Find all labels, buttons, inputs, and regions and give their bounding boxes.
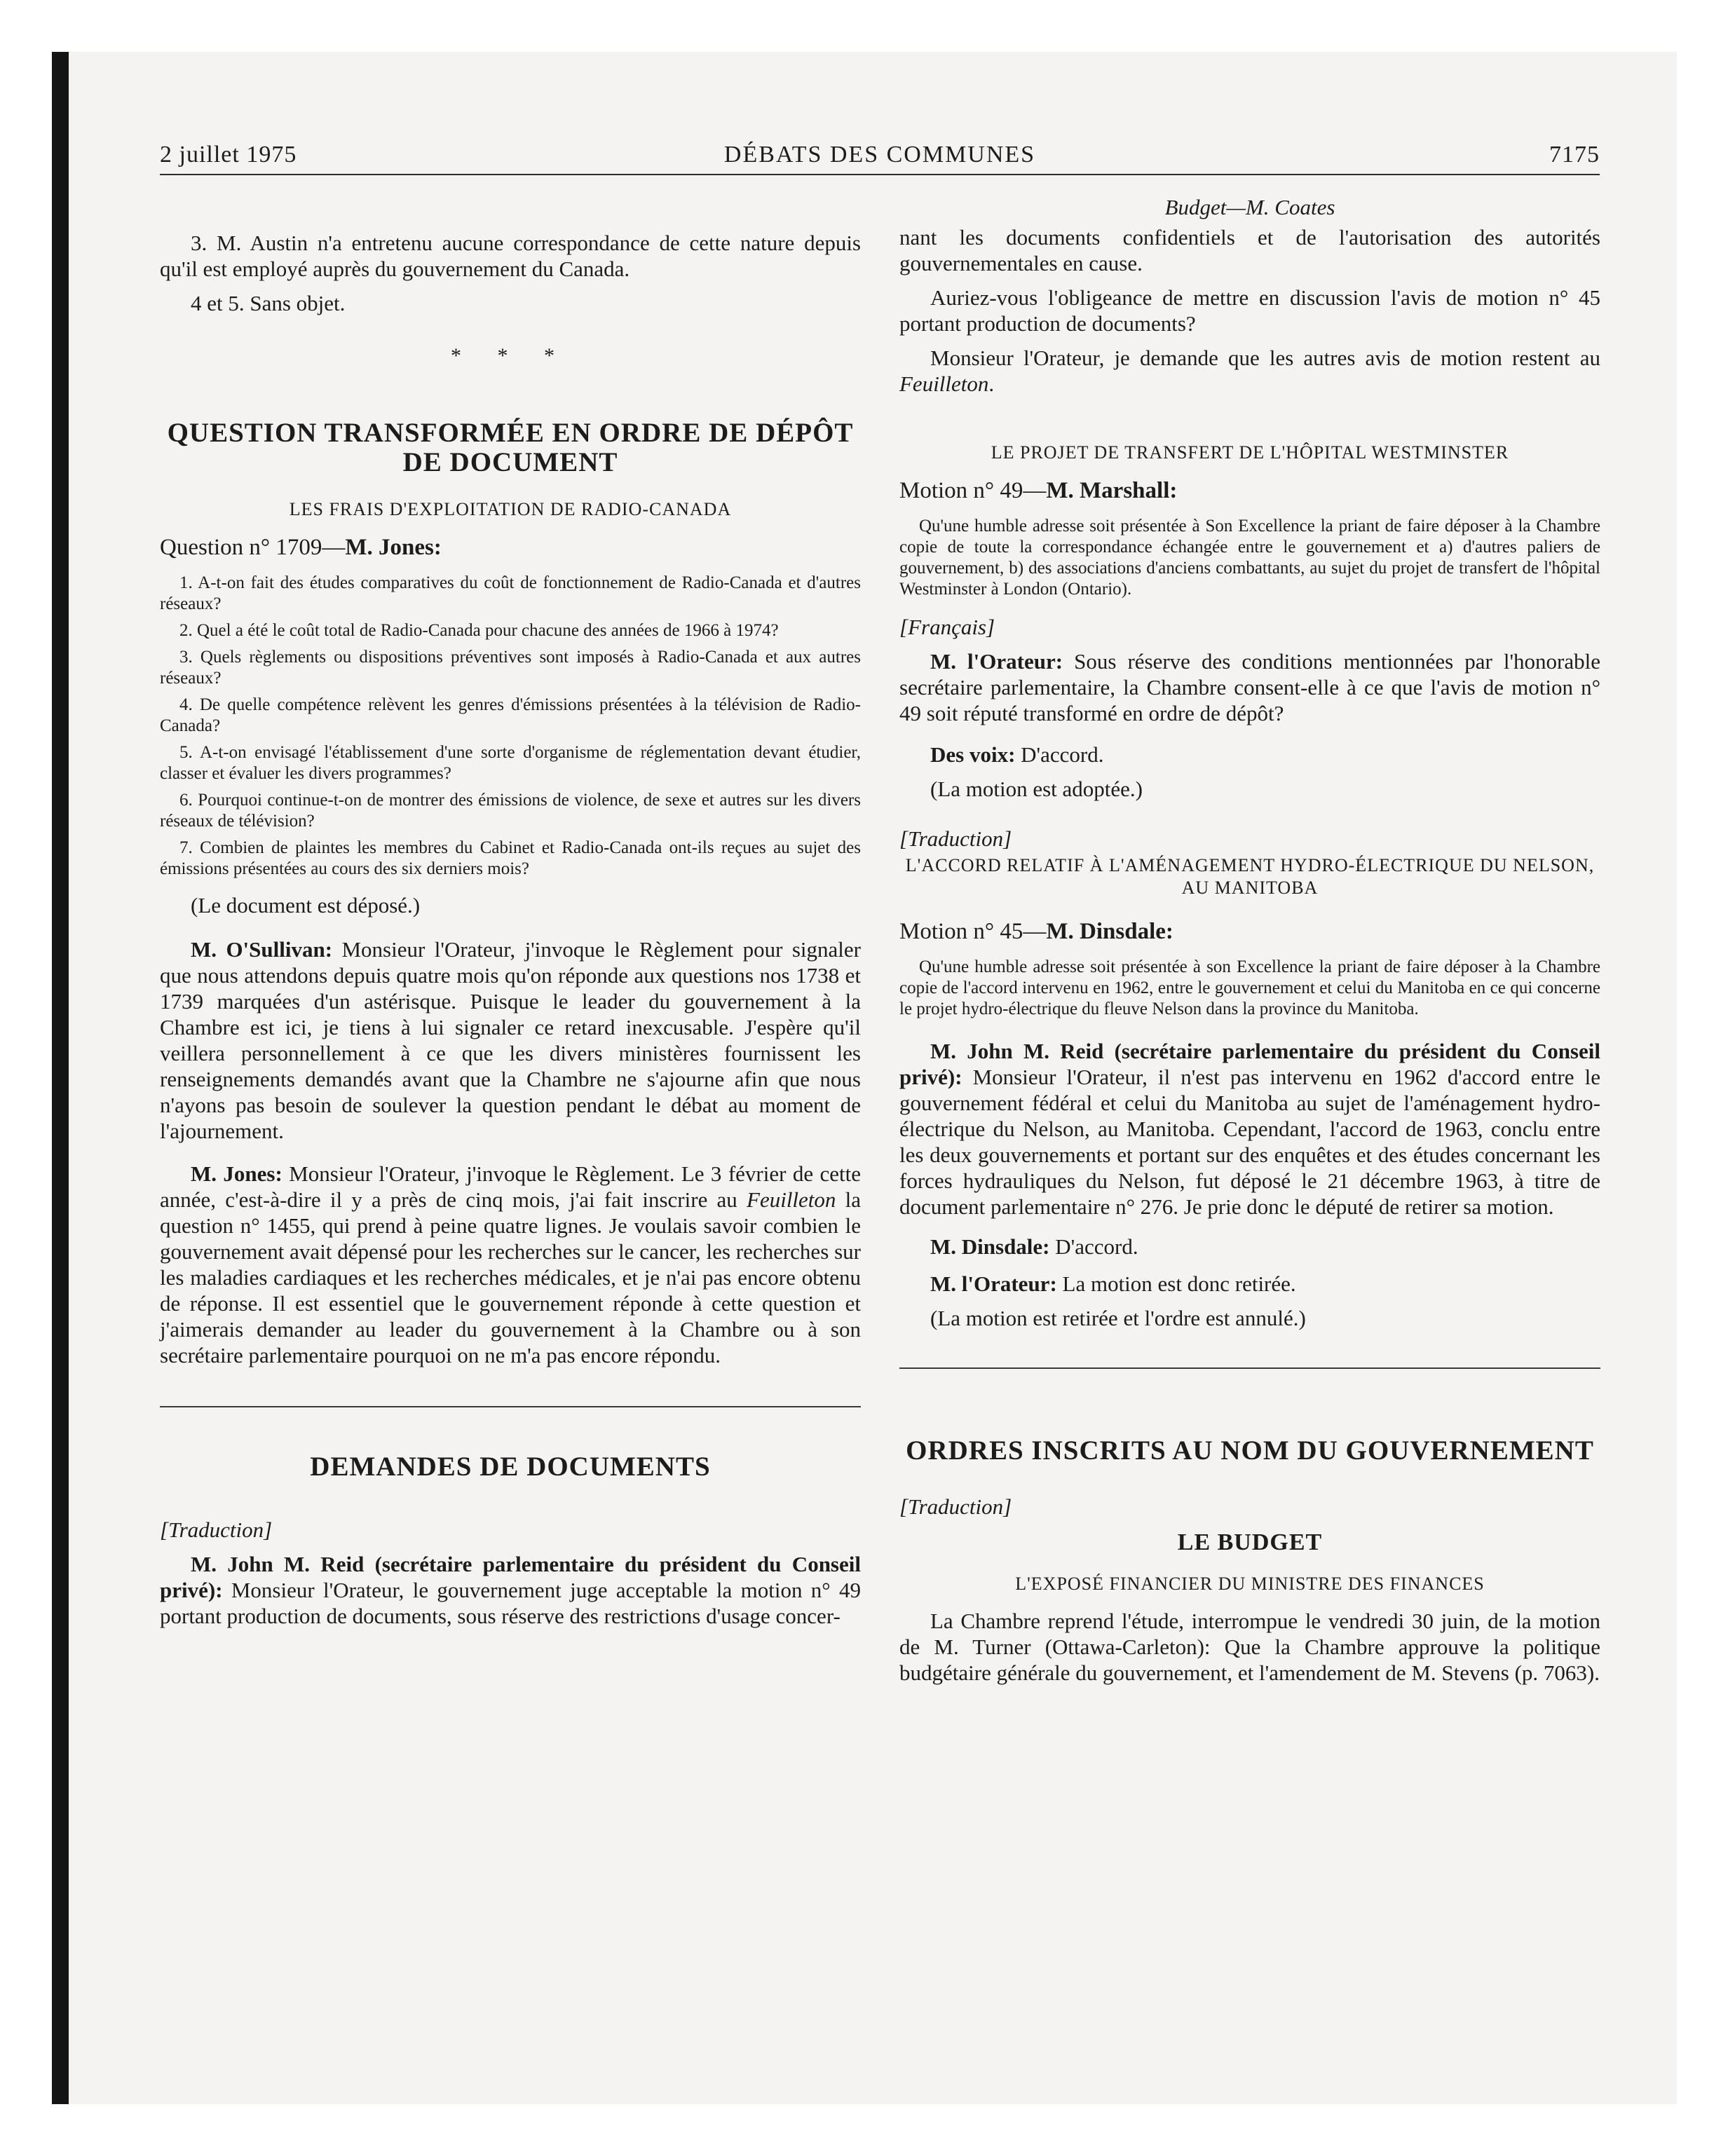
paragraph-orateur-2 [899, 1271, 1600, 1297]
paragraph-austin: 3. M. Austin n'a entretenu aucune correspondance de cette nature depuis qu'il est employé auprès du gouvernement du Canada. [160, 231, 861, 281]
francais-tag: [Français] [899, 615, 995, 639]
traduction-tag-3: [Traduction] [899, 1494, 1012, 1519]
heading-le-budget: LE BUDGET [1177, 1529, 1323, 1555]
question-item: 5. A-t-on envisagé l'établissement d'une sorte d'organisme de réglementation devant étudier, classer et évaluer les divers programmes? [160, 743, 861, 783]
motion-49-label: Motion n° 49— [899, 478, 1047, 503]
speaker-reid-2: M. John M. Reid (secrétaire parlementaire du président du Conseil privé): [899, 1039, 1600, 1089]
paragraph-monsieur-orateur [899, 345, 1600, 397]
traduction-tag: [Traduction] [160, 1517, 273, 1542]
monsieur-text-2: . [988, 371, 995, 396]
jones-text-2: la question n° 1455, qui prend à peine quatre lignes. Je voulais savoir combien le gouvernement avait dépensé pour les recherches sur le cancer, les recherches sur les maladies cardiaques et les recherches médicales, et je n'ai pas encore obtenu de réponse. Il est essentiel que le gouvernement réponde à cette question et j'aimerais demander au leader du gouvernement à la Chambre ou à son secrétaire parlementaire pourquoi on ne m'a pas encore répondu. [160, 1187, 862, 1367]
speaker-des-voix: Des voix: [930, 742, 1016, 767]
paragraph-dinsdale [899, 1234, 1600, 1260]
header-rule [160, 174, 1600, 175]
motion-45-line [899, 917, 1600, 946]
motion-45-label: Motion n° 45— [899, 919, 1047, 944]
paragraph-sans-objet: 4 et 5. Sans objet. [191, 291, 346, 315]
subheading-frais-radio-canada: LES FRAIS D'EXPLOITATION DE RADIO-CANADA [289, 499, 732, 519]
speaker-osullivan: M. O'Sullivan: [191, 937, 333, 962]
question-1709-line [160, 533, 861, 561]
paragraph-osullivan [160, 936, 861, 1144]
heading-ordres-gouvernement: ORDRES INSCRITS AU NOM DU GOUVERNEMENT [906, 1435, 1594, 1466]
paragraph-des-voix [899, 742, 1600, 767]
section-rule-right [899, 1367, 1600, 1369]
section-rule-left [160, 1406, 861, 1407]
speaker-dinsdale: M. Dinsdale: [930, 1234, 1050, 1259]
motion-49-text: Qu'une humble adresse soit présentée à Son Excellence la priant de faire déposer à la Chambre copie de toute la correspondance échangée entre le gouvernement et a) d'autres paliers de gouvernement, b) des associations d'anciens combattants, au sujet du projet de transfert de l'hôpital Westminster à London (Ontario). [899, 517, 1600, 599]
orateur-text-2: La motion est donc retirée. [1056, 1271, 1296, 1296]
jones-feuilleton: Feuilleton [747, 1187, 836, 1212]
motion-45-text: Qu'une humble adresse soit présentée à son Excellence la priant de faire déposer à la Chambre copie de l'accord intervenu en 1962, entre le gouvernement et celui du Manitoba en ce qui concerne le projet hydro-électrique du fleuve Nelson dans la province du Manitoba. [899, 957, 1600, 1018]
subheading-expose-financier: L'EXPOSÉ FINANCIER DU MINISTRE DES FINANCES [1015, 1574, 1485, 1594]
orateur-text-1: Sous réserve des conditions mentionnées par l'honorable secrétaire parlementaire, la Chambre consent-elle à ce que l'avis de motion n° 49 soit réputé transformé en ordre de dépôt? [899, 649, 1601, 725]
header-page-number: 7175 [1549, 142, 1600, 168]
motion-retiree: (La motion est retirée et l'ordre est annulé.) [930, 1306, 1306, 1330]
question-label: Question n° 1709— [160, 535, 346, 560]
monsieur-feuilleton: Feuilleton [899, 371, 989, 396]
motion-adoptee: (La motion est adoptée.) [930, 777, 1143, 801]
speaker-jones: M. Jones: [191, 1161, 283, 1186]
jones-text-1: Monsieur l'Orateur, j'invoque le Règlement. Le 3 février de cette année, c'est-à-dire il y a près de cinq mois, j'ai fait inscrire au [160, 1161, 861, 1212]
dinsdale-text: D'accord. [1049, 1234, 1138, 1259]
question-item: 2. Quel a été le coût total de Radio-Canada pour chacune des années de 1966 à 1974? [179, 621, 779, 640]
question-item: 6. Pourquoi continue-t-on de montrer des émissions de violence, de sexe et autres sur les divers réseaux de télévision? [160, 791, 861, 831]
speaker-orateur-2: M. l'Orateur: [930, 1271, 1057, 1296]
reid-text-1: Monsieur l'Orateur, le gouvernement juge acceptable la motion n° 49 portant production de documents, sous réserve des restrictions d'usage concer- [160, 1578, 861, 1628]
osullivan-text: Monsieur l'Orateur, j'invoque le Règlement pour signaler que nous attendons depuis quatre mois qu'on réponde aux questions nos 1738 et 1739 marquées d'un astérisque. Puisque le leader du gouvernement à la Chambre est ici, je tiens à lui signaler ce retard inexcusable. J'espère qu'il veillera personnellement à ce que les divers ministères fournissent les renseignements demandés avant que la Chambre ne s'ajourne afin que nous n'ayons pas besoin de soulever la question pendant le débat au moment de l'ajournement. [160, 937, 861, 1143]
question-item: 3. Quels règlements ou dispositions préventives sont imposés à Radio-Canada et aux autres réseaux? [160, 648, 861, 688]
motion-49-line [899, 477, 1600, 505]
voix-text: D'accord. [1015, 742, 1104, 767]
question-item: 7. Combien de plaintes les membres du Cabinet et Radio-Canada ont-ils reçues au sujet des émissions présentées au cours des six derniers mois? [160, 838, 861, 878]
paragraph-continuation: nant les documents confidentiels et de l'autorisation des autorités gouvernementales en cause. [899, 225, 1600, 275]
subheading-westminster: LE PROJET DE TRANSFERT DE L'HÔPITAL WESTMINSTER [991, 442, 1509, 463]
running-head: Budget—M. Coates [1164, 195, 1335, 219]
page-header [160, 142, 1600, 172]
paragraph-reid-2 [899, 1038, 1600, 1220]
speaker-reid: M. John M. Reid (secrétaire parlementaire du président du Conseil privé): [160, 1552, 861, 1602]
question-item: 4. De quelle compétence relèvent les genres d'émissions présentées à la télévision de Radio-Canada? [160, 695, 861, 735]
scan-binding-edge [52, 52, 69, 2104]
document-depose: (Le document est déposé.) [191, 893, 421, 917]
subheading-nelson: L'ACCORD RELATIF À L'AMÉNAGEMENT HYDRO-ÉLECTRIQUE DU NELSON, AU MANITOBA [905, 855, 1595, 898]
question-item: 1. A-t-on fait des études comparatives du coût de fonctionnement de Radio-Canada et d'autres réseaux? [160, 573, 861, 613]
section-stars: * * * [451, 344, 570, 367]
speaker-orateur: M. l'Orateur: [930, 649, 1063, 674]
motion-45-speaker: M. Dinsdale: [1046, 919, 1173, 944]
right-column [899, 195, 1600, 1694]
header-title: DÉBATS DES COMMUNES [723, 142, 1036, 168]
reid-text-2: Monsieur l'Orateur, il n'est pas intervenu en 1962 d'accord entre le gouvernement fédéral et celui du Manitoba au sujet de l'aménagement hydro-électrique du Nelson, au Manitoba. Cependant, l'accord de 1963, conclu entre les deux gouvernements et portant sur des enquêtes et des études concernant les forces hydrauliques du Nelson, fut déposé le 21 décembre 1963, à titre de document parlementaire n° 276. Je prie donc le député de retirer sa motion. [899, 1065, 1600, 1219]
monsieur-text-1: Monsieur l'Orateur, je demande que les autres avis de motion restent au [930, 346, 1600, 370]
heading-demandes-documents: DEMANDES DE DOCUMENTS [310, 1452, 711, 1482]
motion-49-speaker: M. Marshall: [1046, 478, 1178, 503]
heading-question-transformee: QUESTION TRANSFORMÉE EN ORDRE DE DÉPÔT DE DOCUMENT [167, 418, 854, 477]
paragraph-chambre-reprend: La Chambre reprend l'étude, interrompue le vendredi 30 juin, de la motion de M. Turner (Ottawa-Carleton): Que la Chambre approuve la politique budgétaire générale du gouvernement, et l'amendement de M. Stevens (p. 7063). [899, 1609, 1600, 1685]
paragraph-auriez: Auriez-vous l'obligeance de mettre en discussion l'avis de motion n° 45 portant production de documents? [899, 285, 1600, 336]
paragraph-jones [160, 1161, 861, 1368]
paragraph-reid-1 [160, 1551, 861, 1629]
header-date: 2 juillet 1975 [160, 142, 297, 168]
paragraph-orateur-1 [899, 648, 1600, 726]
question-speaker: M. Jones: [345, 535, 442, 560]
left-column [160, 195, 861, 1637]
traduction-tag-2: [Traduction] [899, 826, 1012, 851]
